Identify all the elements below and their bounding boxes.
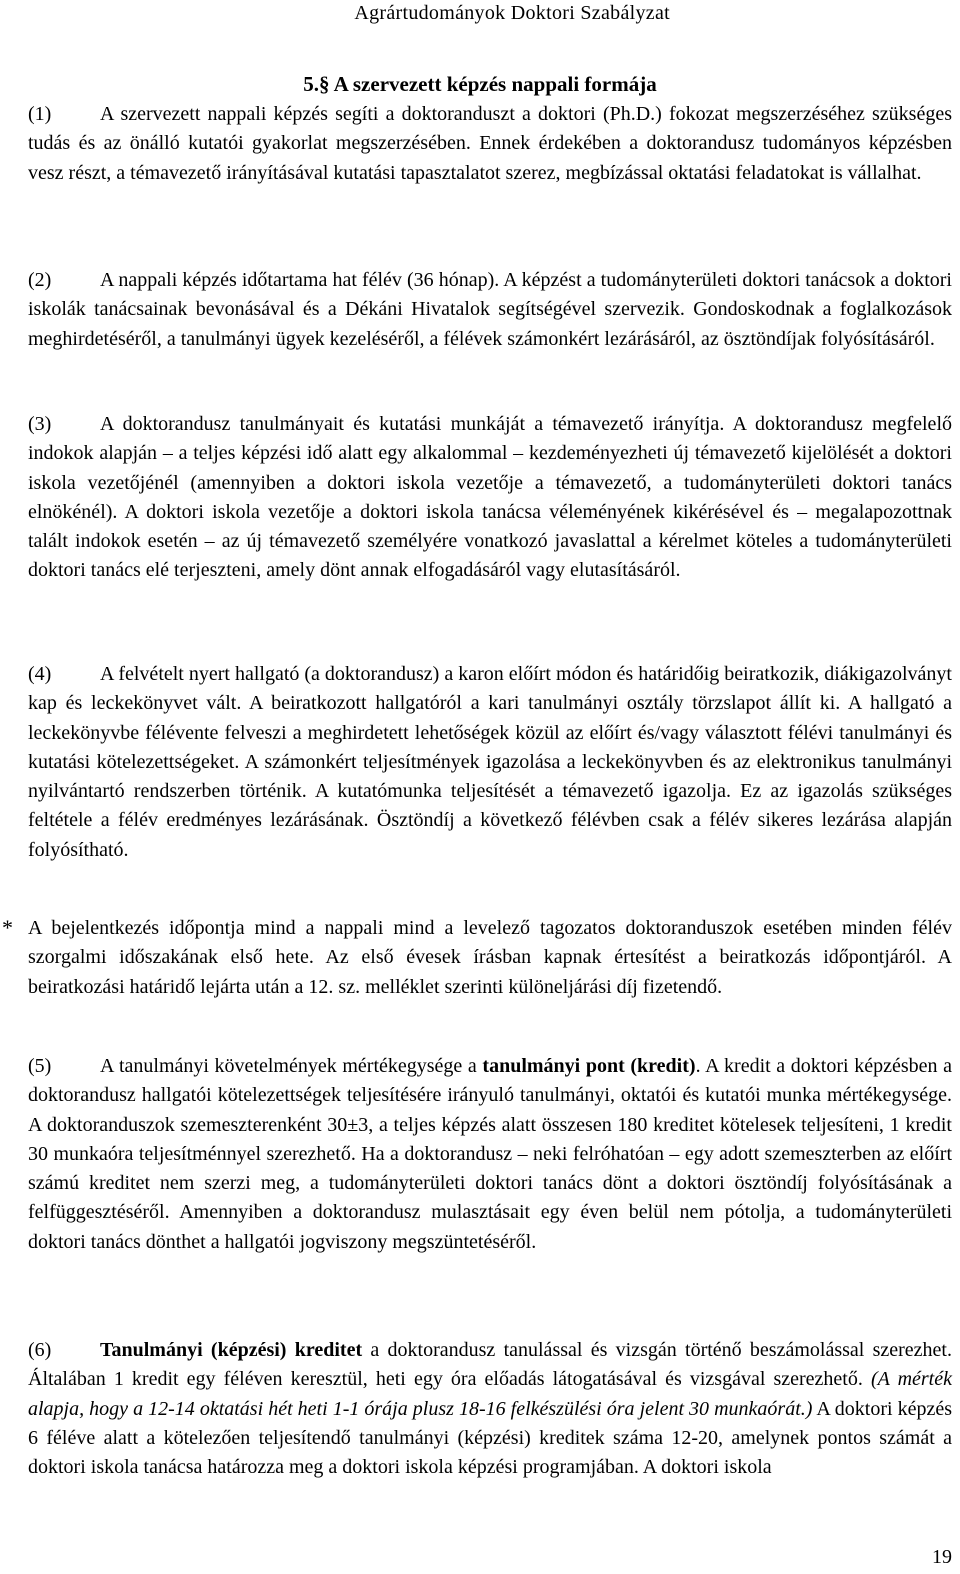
footnote-marker: * — [2, 915, 13, 940]
running-header: Agrártudományok Doktori Szabályzat — [354, 2, 670, 24]
section-title: 5.§ A szervezett képzés nappali formája — [303, 72, 657, 96]
note-paragraph — [28, 914, 952, 1002]
paragraph-6 — [28, 1336, 952, 1482]
paragraph-text: A doktorandusz tanulmányait és kutatási munkáját a témavezető irányítja. A doktorandusz megfelelő indokok alapján – a teljes képzési idő alatt egy alkalommal – kezdeményezheti új témavezető kijelölését a doktori iskola vezetőjénél (amennyiben a doktori iskola vezetője a témavezető, a tudományterületi doktori tanács elnökénél). A doktori iskola vezetője a doktori iskola tanácsa véleményének kikérésével és – megalapozottnak talált indokok esetén – az új témavezető személyére vonatkozó javaslattal a kérelmet köteles a tudományterületi doktori tanács elé terjeszteni, amely dönt annak elfogadásáról vagy elutasításáról. — [28, 413, 952, 582]
paragraph-text-bold: Tanulmányi (képzési) kreditet — [100, 1339, 363, 1361]
paragraph-2 — [28, 266, 952, 354]
page-number: 19 — [932, 1546, 952, 1568]
paragraph-number: (2) — [28, 269, 52, 291]
paragraph-text: A felvételt nyert hallgató (a doktorandusz) a karon előírt módon és határidőig beiratkozik, diákigazolványt kap és leckekönyvet vált. A beiratkozott hallgatóról a kari tanulmányi osztály törzslapot állít ki. A hallgató a leckekönyvbe félévente felveszi a meghirdetett lehetőségek közül az előírt és/vagy választott félévi tanulmányi és kutatási kötelezettségeket. A számonkért teljesítmények igazolása a leckekönyvben és az elektronikus tanulmányi nyilvántartó rendszerben történik. A kutatómunka teljesítését a témavezető igazolja. Ez az igazolás szükséges feltétele a félév eredményes lezárásának. Ösztöndíj a következő félévben csak a félév sikeres lezárása alapján folyósítható. — [28, 663, 952, 861]
paragraph-text-lead: A tanulmányi követelmények mértékegysége a — [100, 1055, 483, 1077]
paragraph-text-italic: (A mérték alapja, hogy a 12-14 oktatási hét heti 1-1 órája plusz 18-16 felkészülési óra jelent 30 munkaórát.) — [28, 1368, 952, 1420]
paragraph-number: (4) — [28, 663, 52, 685]
paragraph-text-rest: A doktori képzés 6 féléve alatt a kötelezően teljesítendő tanulmányi (képzési) kreditek száma 12-20, amelynek pontos számát a doktori iskola tanácsa határozza meg a doktori iskola képzési programjában. A doktori iskola — [28, 1397, 952, 1479]
paragraph-4 — [28, 660, 952, 865]
paragraph-number: (5) — [28, 1055, 52, 1077]
paragraph-text: A nappali képzés időtartama hat félév (36 hónap). A képzést a tudományterületi doktori tanácsok a doktori iskolák tanácsainak bevonásával és a Dékáni Hivatalok segítségével szervezik. Gondoskodnak a foglalkozások meghirdetéséről, a tanulmányi ügyek kezeléséről, a félévek számonkért lezárásáról, az ösztöndíjak folyósításáról. — [28, 269, 952, 350]
paragraph-text-mid: a doktorandusz tanulással és vizsgán történő beszámolással szerezhet. Általában 1 kredit egy féléven keresztül, heti egy óra előadás látogatásával és vizsgával szerezhető. — [28, 1339, 952, 1391]
paragraph-3 — [28, 410, 952, 586]
note-text: A bejelentkezés időpontja mind a nappali mind a levelező tagozatos doktoranduszok esetében minden félév szorgalmi időszakának első hete. Az első évesek írásban kapnak értesítést a beiratkozás időpontjáról. A beiratkozási határidő lejárta után a 12. sz. melléklet szerinti különeljárási díj fizetendő. — [28, 917, 952, 998]
paragraph-text: A szervezett nappali képzés segíti a doktoranduszt a doktori (Ph.D.) fokozat megszerzéséhez szükséges tudás és az önálló kutatói gyakorlat megszerzésében. Ennek érdekében a doktorandusz tudományos képzésben vesz részt, a témavezető irányításával kutatási tapasztalatot szerez, megbízással oktatási feladatokat is vállalhat. — [28, 103, 952, 184]
paragraph-number: (1) — [28, 103, 52, 125]
paragraph-text-bold: tanulmányi pont (kredit) — [482, 1055, 696, 1077]
paragraph-number: (3) — [28, 413, 52, 435]
paragraph-5 — [28, 1052, 952, 1257]
paragraph-1 — [28, 100, 952, 188]
paragraph-number: (6) — [28, 1339, 52, 1361]
paragraph-text-rest: . A kredit a doktori képzésben a doktorandusz hallgatói kötelezettségek teljesítésére irányuló tanulmányi, oktatói és kutatói munka mértékegysége. A doktoranduszok szemeszterenként 30±3, a teljes képzés alatt összesen 180 kreditet kötelesek teljesíteni, 1 kredit 30 munkaóra teljesítménnyel szerezhető. Ha a doktorandusz – neki felróhatóan – egy adott szemeszterben az előírt számú kreditet nem szerzi meg, a tudományterületi doktori tanács dönt a doktori ösztöndíj folyósításának a felfüggesztéséről. Amennyiben a doktorandusz mulasztásait egy éven belül nem pótolja, a tudományterületi doktori tanács dönthet a hallgatói jogviszony megszüntetéséről. — [28, 1055, 952, 1253]
